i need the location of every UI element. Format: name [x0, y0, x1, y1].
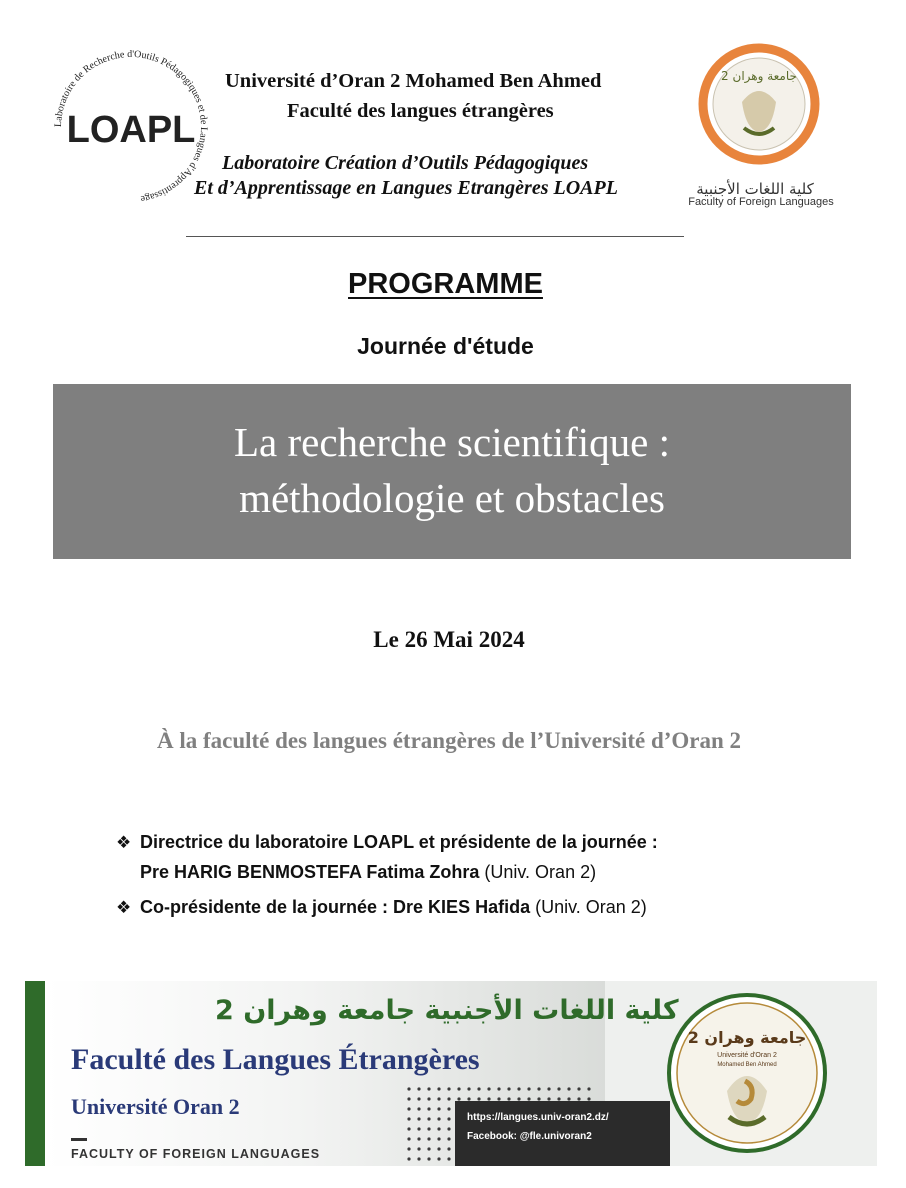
co-president-role: Co-présidente de la journée : Dre KIES Hafida: [140, 897, 531, 917]
president-role: Directrice du laboratoire LOAPL et présidente de la journée :: [140, 832, 658, 852]
president-name-row: [140, 862, 596, 883]
banner-facebook-link[interactable]: Facebook: @fle.univoran2: [467, 1131, 592, 1142]
diamond-bullet-icon: ❖: [116, 898, 132, 917]
svg-text:Mohamed Ben Ahmed: Mohamed Ben Ahmed: [717, 1062, 777, 1068]
university-name: Université d’Oran 2 Mohamed Ben Ahmed: [225, 70, 602, 92]
banner-accent-bar: [25, 981, 45, 1166]
faculty-name: Faculté des langues étrangères: [287, 100, 554, 122]
banner-english-title: FACULTY OF FOREIGN LANGUAGES: [71, 1147, 321, 1161]
president-name: Pre HARIG BENMOSTEFA Fatima Zohra: [140, 862, 480, 882]
banner-university: Université Oran 2: [71, 1094, 240, 1119]
programme-subtitle: Journée d'étude: [357, 333, 534, 359]
event-date: Le 26 Mai 2024: [373, 627, 525, 652]
faculty-logo-arabic: كلية اللغات الأجنبية: [696, 180, 814, 198]
faculty-logo: [684, 42, 834, 192]
theme-line2: méthodologie et obstacles: [239, 475, 665, 521]
banner-title: Faculté des Langues Étrangères: [71, 1043, 480, 1076]
header-divider: [186, 236, 684, 237]
banner-dash: [71, 1138, 87, 1141]
loapl-logo: [46, 42, 216, 212]
svg-text:جامعة وهران 2: جامعة وهران 2: [721, 69, 797, 83]
co-president-row: [116, 897, 647, 918]
event-venue: À la faculté des langues étrangères de l’Université d’Oran 2: [156, 728, 742, 753]
banner-website-link[interactable]: https://langues.univ-oran2.dz/: [467, 1112, 609, 1123]
theme-line1: La recherche scientifique :: [234, 419, 670, 465]
svg-text:جامعة وهران 2: جامعة وهران 2: [687, 1028, 807, 1047]
university-logo: [665, 991, 830, 1156]
svg-text:Université d'Oran 2: Université d'Oran 2: [717, 1052, 777, 1059]
banner-arabic-title: كلية اللغات الأجنبية جامعة وهران 2: [215, 995, 679, 1026]
svg-text:Laboratoire de Recherche d'Out: Laboratoire de Recherche d'Outils Pédagogiques et de Langues d'Apprentissage: [52, 48, 210, 205]
lab-name-line1: Laboratoire Création d’Outils Pédagogiques: [222, 152, 589, 174]
lab-name-line2: Et d’Apprentissage en Langues Etrangères LOAPL: [194, 177, 618, 199]
svg-text:LOAPL: LOAPL: [66, 109, 196, 151]
co-president-affiliation: (Univ. Oran 2): [530, 897, 647, 917]
theme-box: [53, 384, 851, 559]
programme-title: PROGRAMME: [348, 268, 543, 300]
diamond-bullet-icon: ❖: [116, 833, 132, 852]
president-affiliation: (Univ. Oran 2): [479, 862, 597, 882]
president-row: [116, 832, 658, 853]
faculty-logo-english: Faculty of Foreign Languages: [688, 196, 834, 208]
faculty-banner: [25, 981, 877, 1166]
